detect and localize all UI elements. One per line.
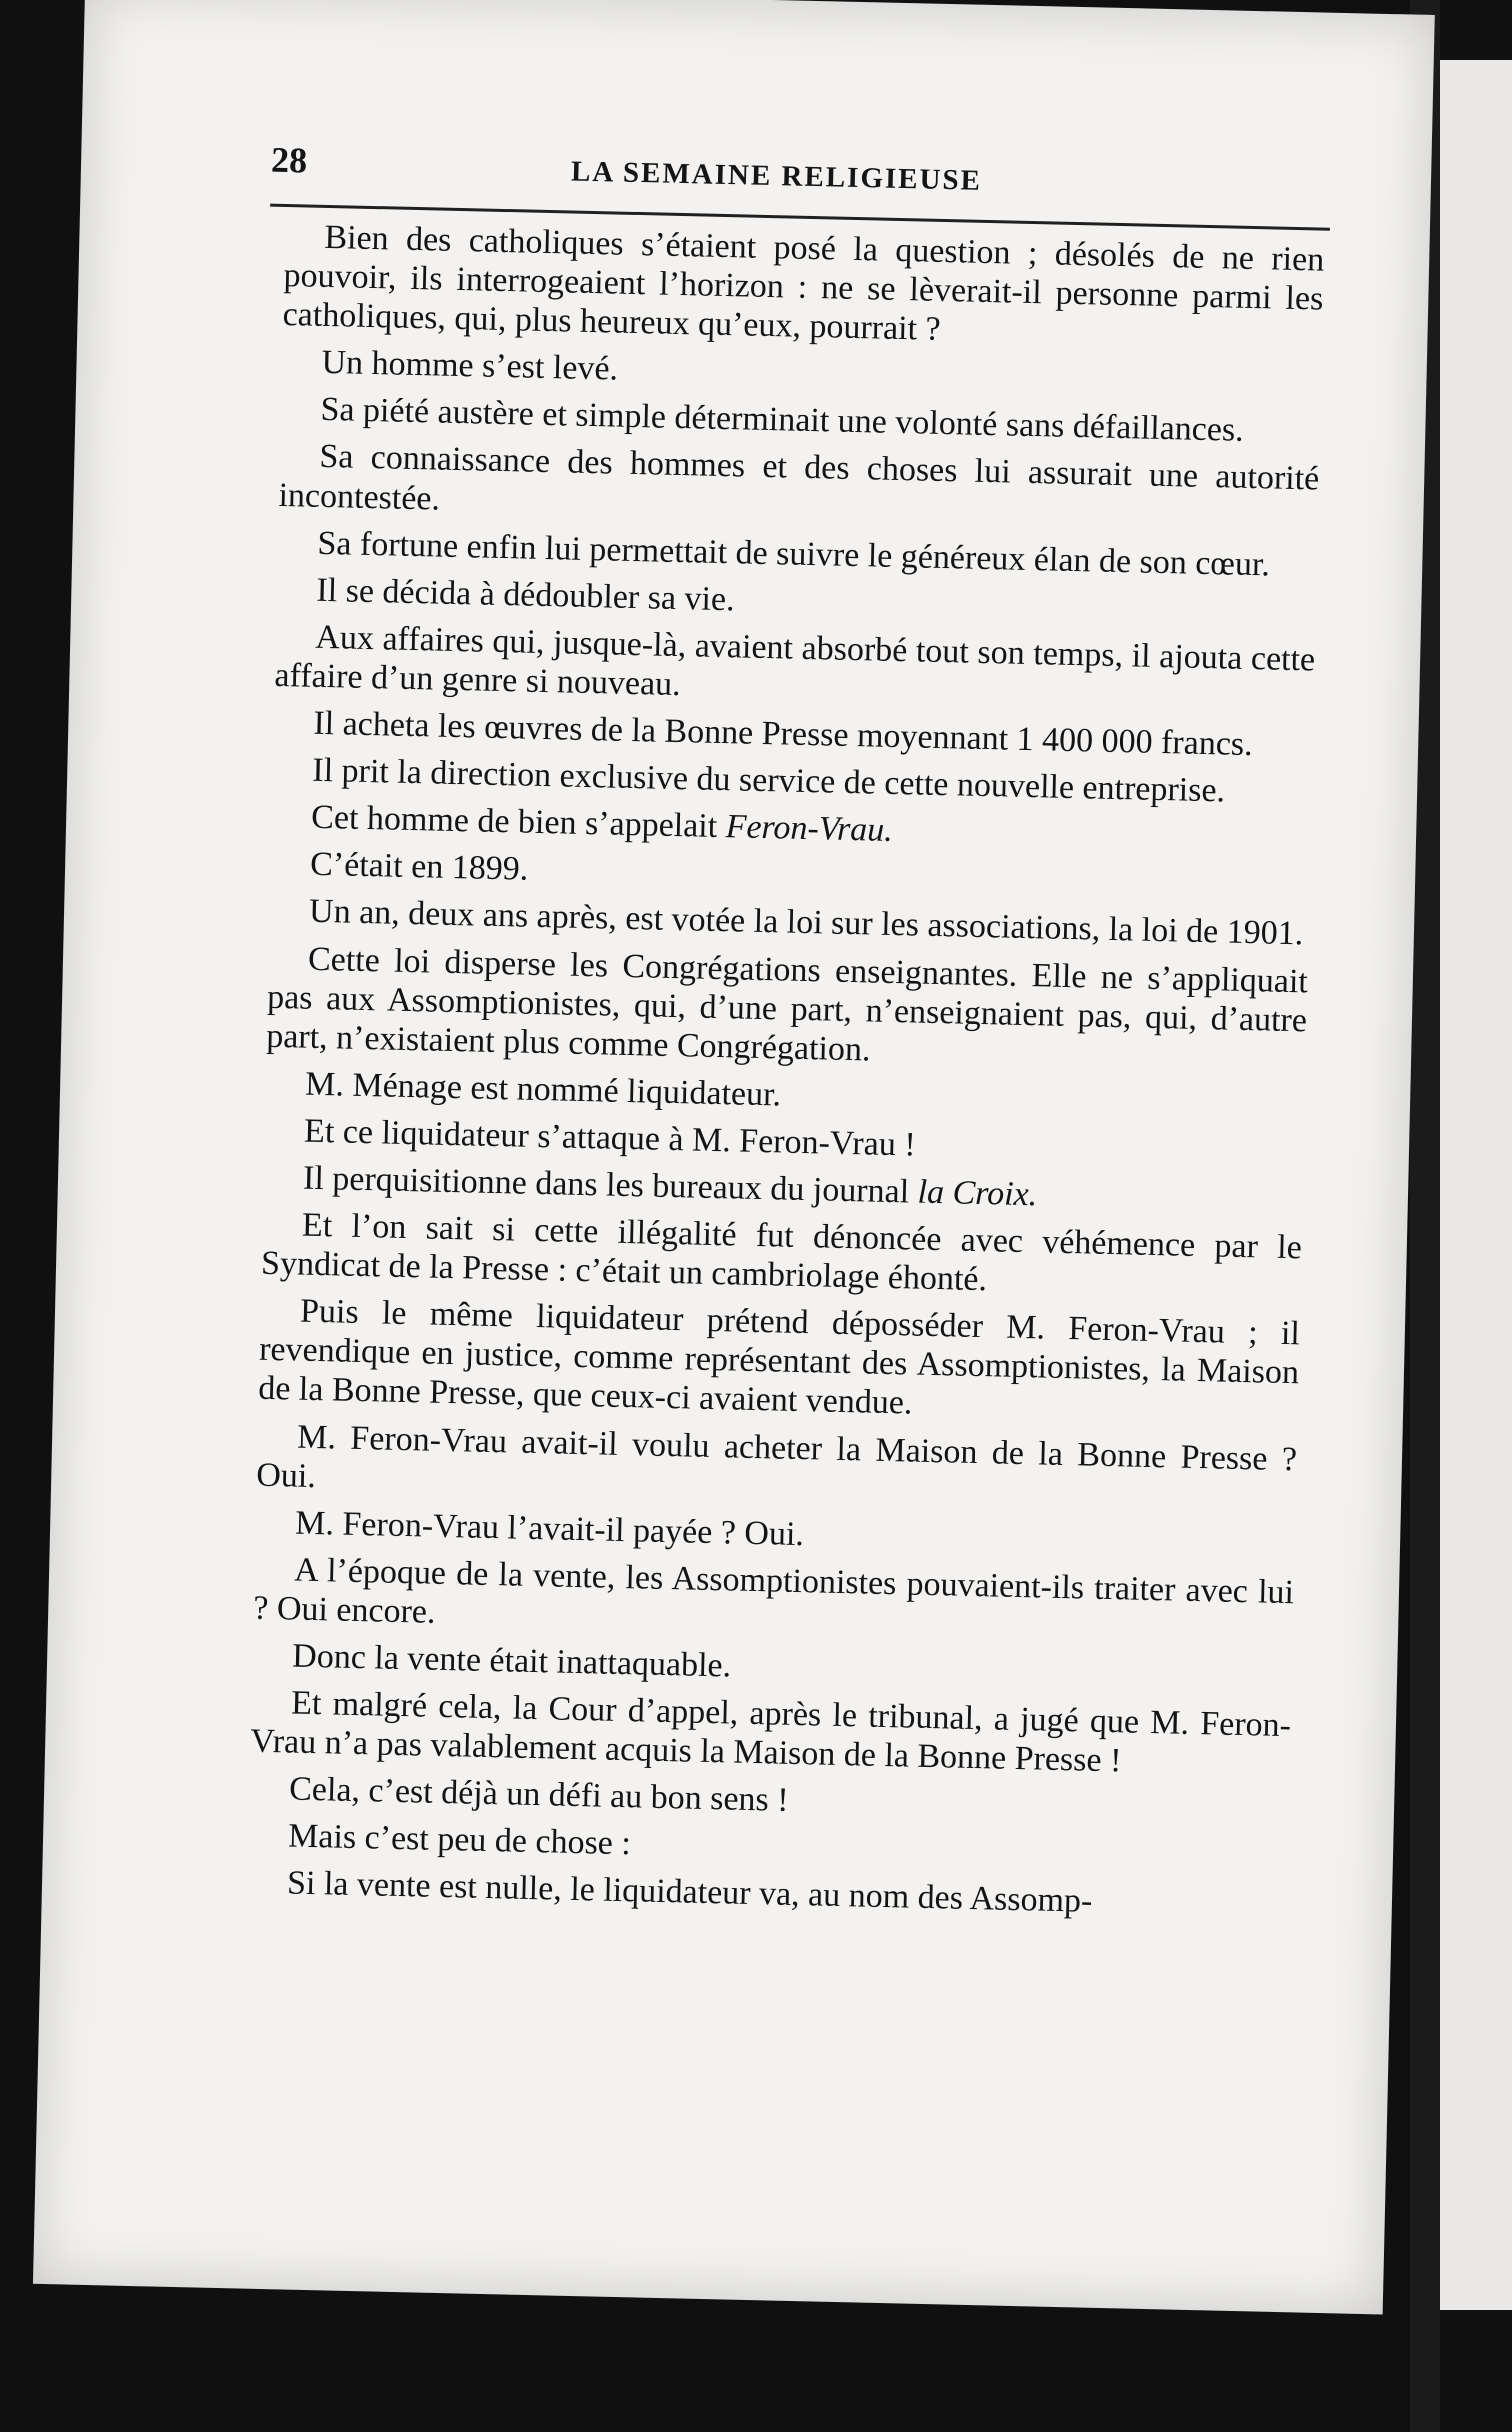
paragraph: Mais c’est peu de chose : bbox=[287, 1817, 632, 1863]
paragraph: Un homme s’est levé. bbox=[321, 344, 619, 388]
paragraph-text: Cet homme de bien s’appelait bbox=[310, 798, 718, 846]
paragraph: Il se décida à dédoubler sa vie. bbox=[316, 571, 735, 619]
paragraph: Et malgré cela, la Cour d’appel, après le tribunal, a jugé que M. Feron-Vrau n’a pas valablement acquis la Maison de la Bonne Presse ! bbox=[249, 1684, 1292, 1780]
paragraph: Cette loi disperse les Congrégations enseignantes. Elle ne s’appliquait pas aux Assomptionistes, qui, d’une part, n’enseignaient pas, qui, d’autre part, n’existaient plus comme Congrégation. bbox=[265, 940, 1309, 1069]
italic-journal: la Croix. bbox=[917, 1173, 1038, 1214]
running-title: LA SEMAINE RELIGIEUSE bbox=[570, 155, 983, 197]
paragraph: Un an, deux ans après, est votée la loi sur les associations, la loi de 1901. bbox=[308, 893, 1304, 953]
italic-name: Feron-Vrau. bbox=[725, 808, 894, 850]
paragraph: C’était en 1899. bbox=[309, 846, 529, 888]
book-page bbox=[33, 0, 1435, 2314]
paragraph: M. Feron-Vrau avait-il voulu acheter la Maison de la Bonne Presse ? Oui. bbox=[255, 1418, 1298, 1495]
paragraph: Et ce liquidateur s’attaque à M. Feron-Vrau ! bbox=[303, 1112, 917, 1164]
facing-page-edge bbox=[1440, 60, 1512, 2310]
paragraph: Puis le même liquidateur prétend déposséder M. Feron-Vrau ; il revendique en justice, comme représentant des Assomptionistes, la Maison de la Bonne Presse, que ceux-ci avaient vendue. bbox=[257, 1292, 1301, 1422]
paragraph: M. Feron-Vrau l’avait-il payée ? Oui. bbox=[294, 1504, 805, 1553]
paragraph: Cela, c’est déjà un défi au bon sens ! bbox=[288, 1770, 789, 1820]
paragraph: A l’époque de la vente, les Assomptionistes pouvaient-ils traiter avec lui ? Oui encore. bbox=[252, 1551, 1295, 1631]
paragraph: M. Ménage est nommé liquidateur. bbox=[304, 1065, 782, 1114]
paragraph: Donc la vente était inattaquable. bbox=[291, 1637, 732, 1685]
paragraph: Il acheta les œuvres de la Bonne Presse moyennant 1 400 000 francs. bbox=[313, 704, 1254, 764]
paragraph: Sa fortune enfin lui permettait de suivre le généreux élan de son cœur. bbox=[317, 524, 1271, 584]
paragraph: Et l’on sait si cette illégalité fut dénoncée avec véhémence par le Syndicat de la Presse : c’était un cambriolage éhonté. bbox=[260, 1206, 1303, 1299]
paragraph-text: Il perquisitionne dans les bureaux du journal bbox=[302, 1159, 910, 1211]
paragraph: Bien des catholiques s’étaient posé la question ; désolés de ne rien pouvoir, ils interrogeaient l’horizon : ne se lèverait-il personne parmi les catholiques, qui, plus heureux qu’eux, pourrait ? bbox=[282, 218, 1325, 349]
paragraph: Il prit la direction exclusive du service de cette nouvelle entreprise. bbox=[311, 751, 1226, 810]
paragraph: Aux affaires qui, jusque-là, avaient absorbé tout son temps, il ajouta cette affaire d’un genre si nouveau. bbox=[274, 618, 1316, 704]
page-number: 28 bbox=[270, 139, 308, 181]
paragraph: Sa connaissance des hommes et des choses lui assurait une autorité incontestée. bbox=[278, 438, 1320, 518]
body-text bbox=[246, 217, 1324, 1934]
paragraph: Si la vente est nulle, le liquidateur va, au nom des Assomp- bbox=[286, 1864, 1093, 1921]
paragraph: Sa piété austère et simple déterminait une volonté sans défaillances. bbox=[320, 391, 1245, 450]
